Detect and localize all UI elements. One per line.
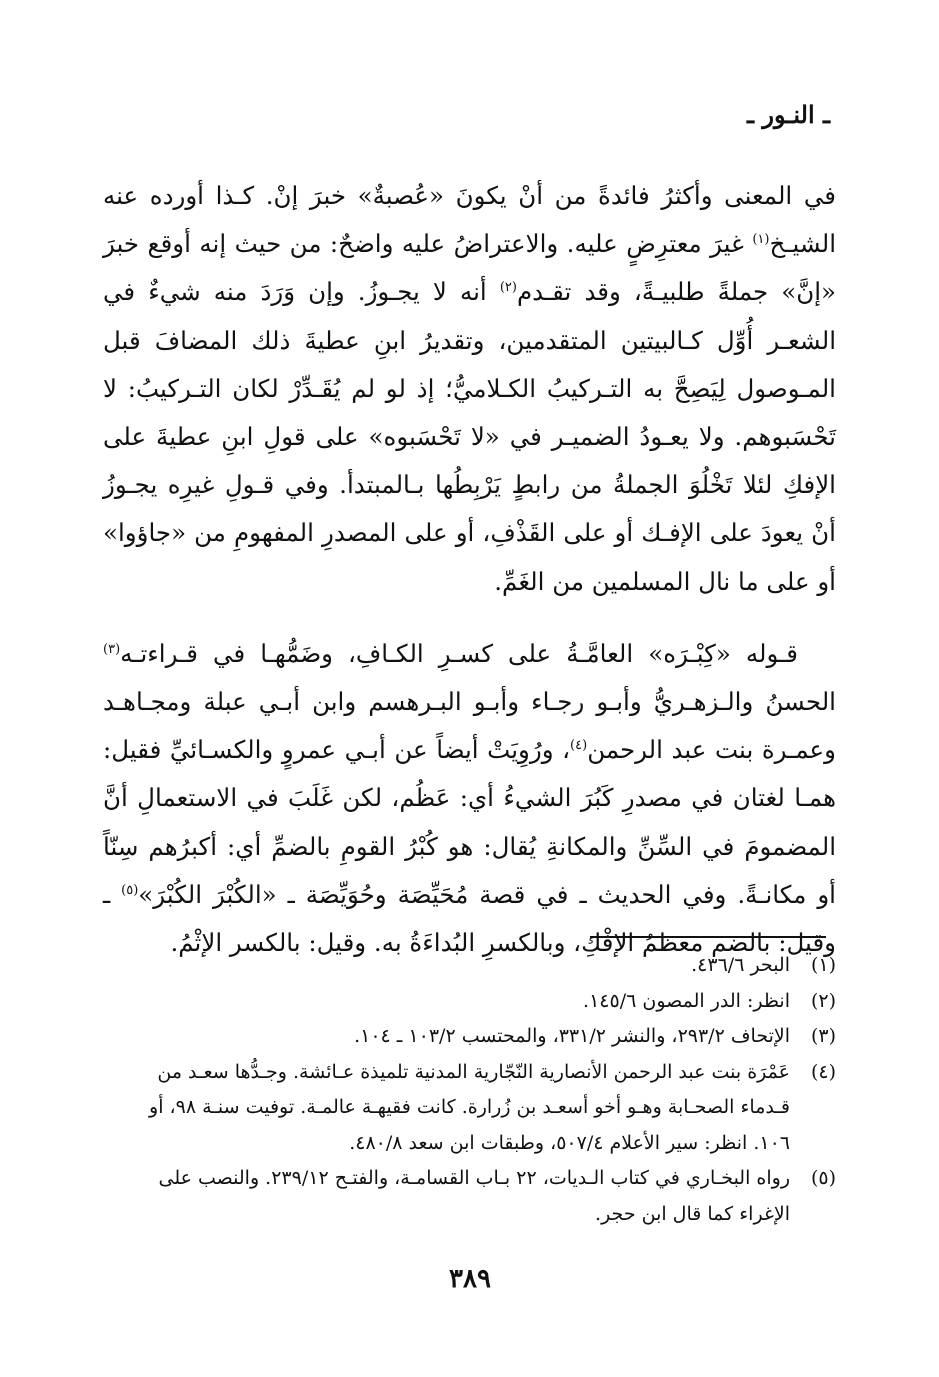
- footnote-marker: (٣): [103, 641, 121, 657]
- footnote-text: رواه البخـاري في كتاب الـديات، ٢٢ بـاب القسامـة، والفتـح ٢٣٩/١٢. والنصب على الإغراء كما قال ابن حجر.: [158, 1167, 790, 1225]
- page-number: ٣٨٩: [449, 1264, 491, 1294]
- footnote: [112, 1161, 836, 1232]
- footnote-text: البحر ٤٣٦/٦.: [691, 954, 790, 976]
- footnote-number: (٤): [810, 1060, 836, 1083]
- paragraph-1: [103, 172, 836, 606]
- footnote-separator: [590, 936, 826, 938]
- text-run: في المعنى وأكثرُ فائدةً من أنْ يكونَ «عُصبةٌ» خبرَ إنْ. كـذا أورده عنه الشيـخ: [103, 181, 836, 259]
- footnote-number: (٥): [810, 1167, 836, 1189]
- text-run: الحسنُ والـزهـريُّ وأبـو رجـاء وأبـو البـرهسم وابن أبـي عبلة ومجـاهـد وعمـرة بنت عبد الرحمن: [103, 687, 836, 765]
- footnote-number: (١): [810, 954, 836, 976]
- text-run: قـوله «كِبْـرَه» العامَّـةُ على كسـرِ الكـافِ، وضَمُّهـا في قـراءتـه: [120, 638, 798, 668]
- footnote: [112, 1055, 836, 1162]
- footnote: [112, 1019, 836, 1055]
- running-head: ـ النـور ـ: [746, 100, 830, 129]
- footnote-marker: (١): [752, 232, 770, 248]
- footnote-marker: (٥): [121, 882, 139, 898]
- paragraph-2: [103, 630, 836, 967]
- text-run: أنه لا يجـوزُ. وإن وَرَدَ منه شيءٌ في الشعـر أُوِّل كـالبيتين المتقدمين، وتقديرُ ابنِ عطيةَ ذلك المضافَ قبل المـوصول لِيَصِحَّ به التـركيبُ الكـلاميُّ؛ إذ لو لم يُقَـدِّرْ لكان التـركيبُ: لا تَحْسَبوهم. ولا يعـودُ الضميـر في «لا تَحْسَبوه» على قولِ ابنِ عطيةَ على الإفكِ لئلا تَخْلُوَ الجملةُ من رابطٍ يَرْبِطُها بـالمبتدأ. وفي قـولِ غيرِه يجـوزُ أنْ يعودَ على الإفـك أو على القَذْفِ، أو على المصدرِ المفهومِ من «جاؤوا» أو على ما نال المسلمين من الغَمِّ.: [103, 277, 836, 596]
- footnote: [112, 984, 836, 1020]
- footnotes-list: [112, 948, 836, 1232]
- footnote-marker: (٢): [499, 280, 517, 296]
- footnote-text: انظر: الدر المصون ١٤٥/٦.: [583, 989, 790, 1012]
- main-text: [103, 172, 836, 967]
- footnote-number: (٣): [810, 1025, 836, 1047]
- footnote-text: الإتحاف ٢٩٣/٢، والنشر ٣٣١/٢، والمحتسب ١٠٣/٢ ـ ١٠٤.: [354, 1025, 790, 1047]
- footnote-number: (٢): [810, 989, 836, 1012]
- text-run: ـ وقيل: بالضم معظمُ الإفْكِ، وبالكسرِ البُداءَةُ به. وقيل: بالكسر الإثْمُ.: [103, 879, 836, 958]
- footnote: [112, 948, 836, 984]
- text-run: غيرَ معترِضٍ عليه. والاعتراضُ عليه واضحٌ: من حيث إنه أوقع خبرَ «إنَّ» جملةً طلبيـةً، وقد تقـدم: [103, 229, 836, 307]
- footnote-text: عَمْرَة بنت عبد الرحمن الأنصارية النّجّارية المدنية تلميذة عـائشة. وجـدُّها سعـد من قـدماء الصحـابة وهـو أخو أسعـد بن زُرارة. كانت فقيهـة عالمـة. توفيت سنـة ٩٨، أو ١٠٦. انظر: سير الأعلام ٥٠٧/٤، وطبقات ابن سعد ٤٨٠/٨.: [149, 1060, 790, 1154]
- text-run: ، ورُوِيَتْ أيضاً عن أبـي عمروٍ والكسـائيِّ فقيل: همـا لغتان في مصدرِ كَبُرَ الشيءُ أي: عَظُم، لكن غَلَبَ في الاستعمالِ أنَّ المضمومَ في السِّنِّ والمكانةِ يُقال: هو كُبْرُ القومِ بالضمِّ أي: أكبرُهم سِنّاً أو مكانـةً. وفي الحديث ـ في قصة مُحَيِّصَة وحُوَيِّصَة ـ «الكُبْرَ الكُبْرَ»: [103, 735, 836, 909]
- footnote-marker: (٤): [570, 738, 588, 754]
